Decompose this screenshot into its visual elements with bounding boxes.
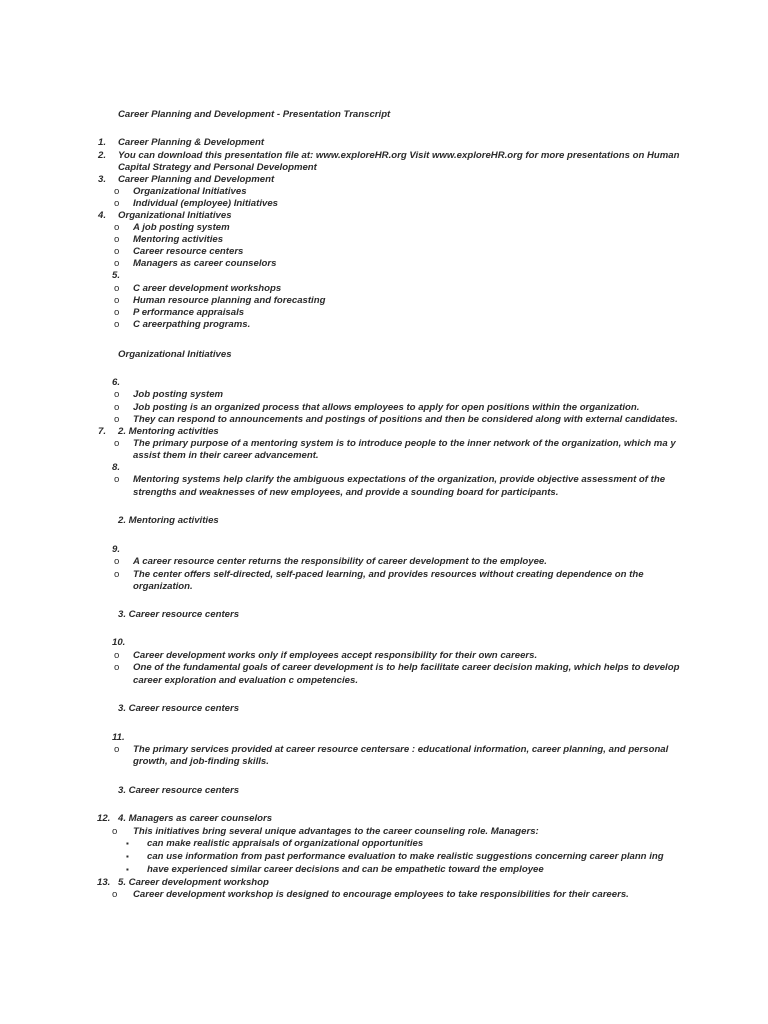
bullet-circle-marker: o — [114, 283, 120, 294]
line-text: The primary purpose of a mentoring system is to introduce people to the inner network of the organization, which ma y — [133, 438, 676, 449]
bullet-circle-marker: o — [114, 556, 120, 567]
line-text: career exploration and evaluation c ompetencies. — [133, 675, 358, 686]
line-text: Career Planning and Development — [118, 174, 275, 185]
line-text: Organizational Initiatives — [118, 210, 232, 221]
bullet-circle-marker: o — [114, 389, 120, 400]
list-number: 11. — [112, 732, 125, 743]
line-text: strengths and weaknesses of new employees, and provide a sounding board for participants. — [133, 487, 559, 498]
line-text: The center offers self-directed, self-paced learning, and provides resources without creating dependence on the — [133, 569, 644, 580]
list-line — [0, 486, 768, 499]
list-number: 12. — [97, 813, 111, 824]
list-number: 5. — [112, 270, 121, 281]
bullet-square-marker: ▪ — [126, 865, 129, 874]
line-text: Capital Strategy and Personal Development — [118, 162, 317, 173]
list-line — [0, 812, 768, 825]
bullet-square-marker: ▪ — [126, 852, 129, 861]
line-text: organization. — [133, 581, 193, 592]
line-text: The primary services provided at career resource centersare : educational information, career planning, and personal — [133, 744, 669, 755]
line-text: One of the fundamental goals of career development is to help facilitate career decision making, which helps to develop — [133, 662, 680, 673]
line-text: Job posting is an organized process that allows employees to apply for open positions within the organization. — [133, 402, 640, 413]
list-number: 7. — [98, 426, 107, 437]
line-text: 3. Career resource centers — [118, 703, 240, 714]
bullet-circle-marker: o — [112, 889, 118, 900]
list-number: 8. — [112, 462, 121, 473]
list-number: 13. — [97, 877, 111, 888]
list-line — [0, 661, 768, 674]
bullet-circle-marker: o — [114, 186, 120, 197]
list-line — [0, 674, 768, 687]
list-number: 6. — [112, 377, 121, 388]
line-text: Individual (employee) Initiatives — [133, 198, 279, 209]
line-text: Organizational Initiatives — [118, 349, 232, 360]
list-number: 3. — [98, 174, 107, 185]
line-text: assist them in their career advancement. — [133, 450, 319, 461]
line-text: Career resource centers — [133, 246, 244, 257]
line-text: Career development workshop is designed to encourage employees to take responsibilities for their careers. — [133, 889, 629, 900]
section-heading — [0, 702, 768, 715]
line-text: Organizational Initiatives — [133, 186, 247, 197]
line-text: A job posting system — [133, 222, 230, 233]
bullet-circle-marker: o — [114, 198, 120, 209]
bullet-circle-marker: o — [112, 826, 118, 837]
bullet-circle-marker: o — [114, 258, 120, 269]
line-text: Mentoring systems help clarify the ambiguous expectations of the organization, provide objective assessment of the — [133, 474, 666, 485]
bullet-circle-marker: o — [114, 744, 120, 755]
list-line — [0, 318, 768, 331]
bullet-circle-marker: o — [114, 402, 120, 413]
list-line — [0, 555, 768, 568]
list-number: 4. — [98, 210, 107, 221]
line-text: Job posting system — [133, 389, 224, 400]
list-line — [0, 136, 768, 149]
line-text: 4. Managers as career counselors — [118, 813, 273, 824]
bullet-circle-marker: o — [114, 295, 120, 306]
bullet-circle-marker: o — [114, 414, 120, 425]
line-text: Career Planning and Development - Presentation Transcript — [118, 109, 391, 120]
line-text: 2. Mentoring activities — [118, 515, 219, 526]
list-number: 2. — [98, 150, 107, 161]
list-line — [0, 755, 768, 768]
line-text: C areerpathing programs. — [133, 319, 251, 330]
line-text: 3. Career resource centers — [118, 609, 240, 620]
list-line — [0, 837, 768, 850]
line-text: Managers as career counselors — [133, 258, 277, 269]
line-text: 2. Mentoring activities — [118, 426, 219, 437]
line-text: You can download this presentation file at: www.exploreHR.org Visit www.exploreHR.org for more presentations on Human — [118, 150, 680, 161]
bullet-circle-marker: o — [114, 569, 120, 580]
line-text: have experienced similar career decisions and can be empathetic toward the employee — [147, 864, 544, 875]
list-line — [0, 636, 768, 649]
list-line — [0, 580, 768, 593]
list-number: 10. — [112, 637, 126, 648]
line-text: can use information from past performance evaluation to make realistic suggestions concerning career plann ing — [147, 851, 664, 862]
bullet-circle-marker: o — [114, 474, 120, 485]
line-text: A career resource center returns the responsibility of career development to the employee. — [133, 556, 547, 567]
line-text: Career development works only if employees accept responsibility for their own careers. — [133, 650, 538, 661]
bullet-circle-marker: o — [114, 234, 120, 245]
list-number: 1. — [98, 137, 107, 148]
line-text: Human resource planning and forecasting — [133, 295, 326, 306]
line-text: They can respond to announcements and postings of positions and then be considered along with external candidates. — [133, 414, 678, 425]
list-line — [0, 863, 768, 876]
line-text: This initiatives bring several unique advantages to the career counseling role. Managers: — [133, 826, 539, 837]
line-text: Mentoring activities — [133, 234, 224, 245]
bullet-circle-marker: o — [114, 662, 120, 673]
line-text: 3. Career resource centers — [118, 785, 240, 796]
line-text: C areer development workshops — [133, 283, 282, 294]
line-text: can make realistic appraisals of organizational opportunities — [147, 838, 424, 849]
section-heading — [0, 608, 768, 621]
bullet-square-marker: ▪ — [126, 839, 129, 848]
bullet-circle-marker: o — [114, 650, 120, 661]
list-line — [0, 388, 768, 401]
line-text: 5. Career development workshop — [118, 877, 269, 888]
line-text: growth, and job-finding skills. — [133, 756, 269, 767]
section-heading — [0, 348, 768, 361]
line-text: P erformance appraisals — [133, 307, 245, 318]
section-heading — [0, 784, 768, 797]
list-number: 9. — [112, 544, 121, 555]
bullet-circle-marker: o — [114, 319, 120, 330]
line-text: Career Planning & Development — [118, 137, 265, 148]
document-title — [0, 108, 768, 121]
section-heading — [0, 514, 768, 527]
bullet-circle-marker: o — [114, 222, 120, 233]
list-line — [0, 269, 768, 282]
list-line — [0, 473, 768, 486]
bullet-circle-marker: o — [114, 246, 120, 257]
bullet-circle-marker: o — [114, 307, 120, 318]
list-line — [0, 850, 768, 863]
list-line — [0, 888, 768, 901]
bullet-circle-marker: o — [114, 438, 120, 449]
